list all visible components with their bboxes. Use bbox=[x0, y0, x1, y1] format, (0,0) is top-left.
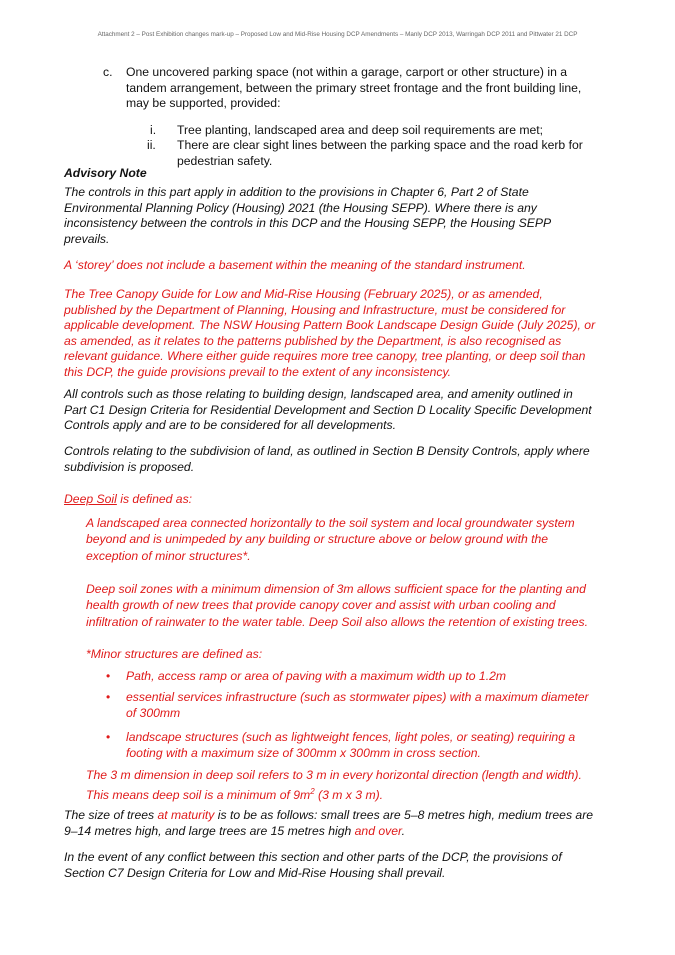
text-line: infiltration of rainwater to the water table. Deep Soil also allows the retention of existing trees. bbox=[86, 614, 588, 629]
text-fragment: The size of trees bbox=[64, 808, 158, 822]
deep-soil-term: Deep Soil bbox=[64, 492, 117, 506]
text-line: health growth of new trees that provide canopy cover and assist with urban cooling and bbox=[86, 598, 556, 613]
text-line: landscape structures (such as lightweight fences, light poles, or seating) requiring a bbox=[126, 730, 576, 744]
text-line: All controls such as those relating to building design, landscaped area, and amenity outlined in bbox=[64, 387, 573, 401]
paragraph-tree-sizes bbox=[64, 808, 593, 839]
text-line: pedestrian safety. bbox=[177, 153, 273, 168]
text-line: published by the Department of Planning, Housing and Infrastructure, must be considered for bbox=[64, 302, 566, 317]
sub-item-ii bbox=[177, 138, 583, 169]
text-line: may be supported, provided: bbox=[126, 96, 281, 110]
deep-soil-definition-1 bbox=[86, 515, 575, 564]
text-line: The controls in this part apply in addition to the provisions in Chapter 6, Part 2 of State bbox=[64, 185, 529, 199]
item-c-text bbox=[126, 65, 581, 112]
bullet-item-path: Path, access ramp or area of paving with a maximum width up to 1.2m bbox=[126, 669, 507, 683]
text-line: The Tree Canopy Guide for Low and Mid-Rise Housing (February 2025), or as amended, bbox=[64, 287, 543, 301]
text-line: subdivision is proposed. bbox=[64, 459, 195, 474]
bullet-dot: • bbox=[106, 669, 111, 683]
minor-structures-heading: *Minor structures are defined as: bbox=[86, 647, 263, 661]
page-header: Attachment 2 – Post Exhibition changes mark-up – Proposed Low and Mid-Rise Housing DCP Amendments – Manly DCP 2013, Warringah DCP 2011 and Pittwater 21 DCP bbox=[97, 31, 578, 38]
text-line: beyond and is unimpeded by any building or structure above or below ground with the bbox=[86, 532, 549, 547]
list-marker-c: c. bbox=[103, 65, 113, 79]
text-line: applicable development. The NSW Housing Pattern Book Landscape Design Guide (July 2025), or bbox=[64, 318, 596, 332]
text-line: Deep soil zones with a minimum dimension of 3m allows sufficient space for the planting and bbox=[86, 582, 586, 596]
list-marker-ii: ii. bbox=[147, 138, 156, 152]
paragraph-storey: A ‘storey’ does not include a basement within the meaning of the standard instrument. bbox=[64, 258, 526, 272]
deep-soil-heading bbox=[64, 492, 192, 508]
paragraph-sepp bbox=[64, 185, 551, 247]
text-fragment: is to be as follows: small trees are 5–8 metres high, medium trees are bbox=[214, 808, 594, 822]
text-line: as amended, as it relates to the patterns published by the Department, is also recognised as bbox=[64, 333, 562, 348]
text-line: The 3 m dimension in deep soil refers to 3 m in every horizontal direction (length and width). bbox=[86, 768, 582, 782]
text-line: Environmental Planning Policy (Housing) 2021 (the Housing SEPP). Where there is any bbox=[64, 200, 537, 215]
text-fragment: 9–14 metres high, and large trees are 15 metres high bbox=[64, 823, 355, 838]
deep-soil-defined-as: is defined as: bbox=[116, 492, 193, 506]
sub-item-i: Tree planting, landscaped area and deep soil requirements are met; bbox=[177, 123, 544, 137]
paragraph-conflict bbox=[64, 850, 562, 881]
text-line bbox=[64, 824, 593, 840]
text-line: Controls apply and are to be considered for all developments. bbox=[64, 418, 396, 432]
text-line: prevails. bbox=[64, 231, 110, 246]
deep-soil-definition-2 bbox=[86, 581, 588, 630]
bullet-dot: • bbox=[106, 690, 111, 704]
inserted-text: and over bbox=[354, 823, 402, 838]
text-line: exception of minor structures*. bbox=[86, 548, 251, 563]
text-line bbox=[86, 784, 582, 804]
text-fragment: (3 m x 3 m). bbox=[314, 787, 384, 802]
text-fragment: . bbox=[401, 823, 406, 838]
paragraph-subdivision bbox=[64, 444, 590, 475]
list-marker-i: i. bbox=[150, 123, 157, 137]
text-line: footing with a maximum size of 300mm x 300mm in cross section. bbox=[126, 745, 481, 760]
text-line: Controls relating to the subdivision of land, as outlined in Section B Density Controls, apply where bbox=[64, 444, 590, 458]
bullet-item-landscape bbox=[126, 730, 575, 761]
text-line: In the event of any conflict between this section and other parts of the DCP, the provisions of bbox=[64, 850, 562, 864]
text-fragment: This means deep soil is a minimum of 9m bbox=[86, 787, 311, 802]
bullet-dot: • bbox=[106, 730, 111, 744]
paragraph-tree-canopy bbox=[64, 287, 595, 380]
text-line: tandem arrangement, between the primary street frontage and the front building line, bbox=[126, 80, 582, 95]
text-line bbox=[64, 808, 593, 824]
bullet-item-services bbox=[126, 690, 589, 721]
text-line: this DCP, the guide provisions prevail to the extent of any inconsistency. bbox=[64, 364, 452, 379]
text-line: inconsistency between the controls in this DCP and the Housing SEPP, the Housing SEPP bbox=[64, 216, 552, 230]
text-line: Part C1 Design Criteria for Residential Development and Section D Locality Specific Development bbox=[64, 402, 592, 417]
text-line: essential services infrastructure (such as stormwater pipes) with a maximum diameter bbox=[126, 690, 589, 704]
text-line: There are clear sight lines between the parking space and the road kerb for bbox=[177, 138, 583, 152]
text-line: relevant guidance. Where either guide requires more tree canopy, tree planting, or deep soil than bbox=[64, 349, 586, 363]
text-line: Section C7 Design Criteria for Low and Mid-Rise Housing shall prevail. bbox=[64, 865, 446, 880]
superscript: 2 bbox=[310, 786, 315, 796]
text-line: One uncovered parking space (not within a garage, carport or other structure) in a bbox=[126, 65, 568, 79]
inserted-text: at maturity bbox=[157, 808, 215, 822]
paragraph-all-controls bbox=[64, 387, 592, 434]
text-line: of 300mm bbox=[126, 705, 181, 720]
dimension-note bbox=[86, 768, 582, 803]
advisory-heading: Advisory Note bbox=[64, 166, 147, 180]
text-line: A landscaped area connected horizontally to the soil system and local groundwater system bbox=[86, 516, 575, 530]
